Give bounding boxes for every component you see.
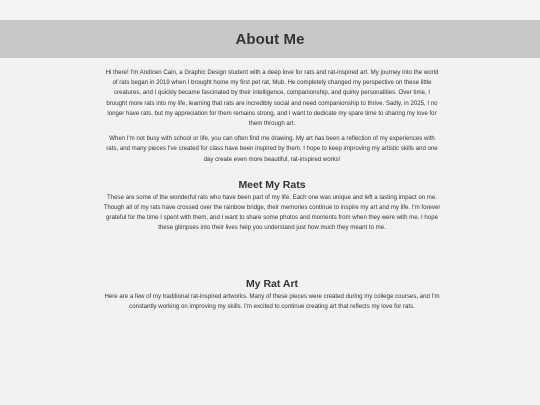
- meet-rats-heading: Meet My Rats: [238, 178, 306, 191]
- meet-rats-paragraph: These are some of the wonderful rats who have been part of my life. Each one was unique and left a lasting impact on me. Though all of my rats have crossed over the rainbow bridge, their memories continue to inspire my art and my life. I'm forever grateful for the time I spent with them, and I want to share some photos and moments from when they were with me. I hope these glimpses into their lives help you understand just how much they meant to me.: [103, 193, 441, 232]
- about-section: [103, 68, 441, 165]
- page-title: About Me: [235, 30, 305, 48]
- about-drawing-paragraph: When I'm not busy with school or life, you can often find me drawing. My art has been a reflection of my experiences with rats, and many pieces I've created for class have been inspired by them. I hope to keep improving my artistic skills and one day create even more beautiful, rat-inspired works!: [106, 135, 438, 163]
- main-content: [103, 68, 441, 312]
- rat-art-section: [103, 278, 441, 312]
- rat-art-paragraph: Here are a few of my traditional rat-inspired artworks. Many of these pieces were created during my college courses, and I'm constantly working on improving my skills. I'm excited to continue creating art that reflects my love for rats.: [104, 292, 440, 310]
- top-strip: [0, 0, 540, 20]
- meet-rats-section: [103, 179, 441, 234]
- rat-art-heading: My Rat Art: [245, 277, 299, 290]
- page-header: [0, 20, 540, 58]
- about-intro-paragraph: Hi there! I'm Andicen Cain, a Graphic Design student with a deep love for rats and rat-inspired art. My journey into the world of rats began in 2019 when I brought home my first pet rat, Mub. He completely changed my perspective on these little creatures, and I quickly became fascinated by their intelligence, companionship, and quirky personalities. Over time, I brought more rats into my life, learning that rats are incredibly social and need companionship to thrive. Sadly, in 2025, I no longer have rats, but my appreciation for them remains strong, and I want to dedicate my spare time to sharing my love for them through art.: [105, 69, 439, 128]
